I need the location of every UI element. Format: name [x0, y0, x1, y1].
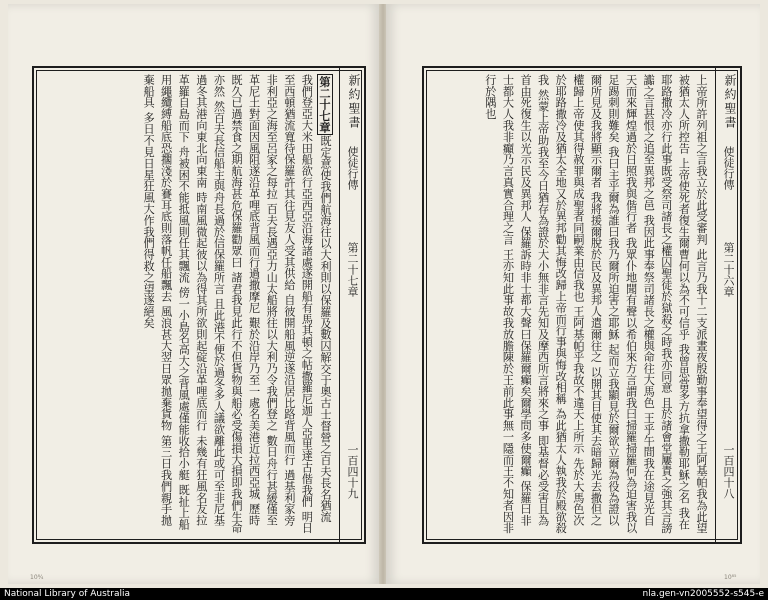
- left-margin-chapter: 第二十七章: [346, 242, 359, 297]
- library-footer-bar: [0, 588, 768, 600]
- right-body-content: 上帝所許列祖之言我立於此受審判 此言乃我十二支派晝夜殷勤事奉望得之王阿基帕我為此望被猶太人所控告 上帝使死者復生爾曹何以為不可信乎 我曾思當多方抗拿撒勒耶穌之名 我在耶路撒冷亦行此事既受祭司諸長之權囚聖徒於獄殺之時我亦同意 且於諸會堂屢責之強其言謗讟之言甚恨之追至異邦之邑 我因此事奉祭司諸長之權與命往大馬色 王乎午間我在途見光自天而來輝煌過於日照我與偕行者 我眾仆地聞有聲以希伯來方言謂我曰掃羅掃羅何為迫害我以足踢刺則難矣 我曰主乎爾為誰曰我乃爾所迫害之耶穌 起而立我顯見於爾欲立爾為役為證以爾所見及我將顯示爾者 我將援爾脫於民及異邦人遣爾往之 以開其目使其去暗歸光去撒但之權歸上帝使其得赦罪與成聖者同嗣業由信我也 王阿基帕乎我故不違天上所示 先於大馬色次於耶路撒冷及猶太全地又於異邦勸其悔改歸上帝而行事與悔改相稱 為此猶太人執我於殿欲殺我 然蒙上帝助我至今日猶存為證於大小無非言先知及摩西所言將來之事 即基督必受害且為首由死復生以光示民及異邦人 保羅訴時非士都大聲曰保羅爾癲矣爾學問多使爾癲 保羅曰非士都大人我非癲乃言真實合理之言 王亦知此事故我放膽陳於王前此事無一隱而王不知者因非行於隅也: [483, 74, 708, 534]
- left-margin-book: 使徒行傳: [346, 146, 359, 190]
- library-name: National Library of Australia: [4, 589, 131, 599]
- right-body-text: [428, 74, 710, 536]
- right-text-frame: [422, 66, 742, 544]
- left-margin-title: 新約聖書: [347, 74, 361, 130]
- item-identifier: nla.gen-vn2005552-s545-e: [642, 589, 764, 599]
- left-margin-page-number: 一百四十九: [346, 444, 359, 499]
- right-folio-mark: 10⁸⁵: [724, 574, 737, 581]
- right-margin-page-number: 一百四十八: [722, 444, 735, 499]
- right-margin-book: 使徒行傳: [722, 146, 735, 190]
- left-text-frame: [32, 66, 366, 544]
- right-margin-title: 新約聖書: [723, 74, 737, 130]
- right-margin-rule: [715, 68, 716, 542]
- right-margin-chapter: 第二十六章: [722, 242, 735, 297]
- left-body-text: [38, 74, 334, 536]
- left-body-content: 既定意使我們航海往以大利則以保羅及數囚解交于奧古士督營之百夫長名猶流 我們登亞大米田船欲行亞西亞沿海諸處遂開船有馬其頓之帖撒羅尼迦人亞里達古偕我們 明日至西頓猶流寬待保羅許其往見友人受其供給 自彼開船風逆遂沿居比路背風而行 過基利家旁非利亞之海至呂家之每拉 百夫長遇亞力山太船將往以大利乃令我們登之 數日舟行甚緩僅至革尼土對面因風阻遂沿革哩底背風而行過撒摩尼 艱於沿岸乃至一處名美港近拉西亞城 歷時既久已過禁食之期航海甚危保羅勸眾曰 諸君我見此行不但貨物與船必受傷損大損即我們生命亦然 然百夫長信船主與舟長過於信保羅所言 且此港不便於過冬多人議欲離此或可至非尼基過冬其港向東北向東南 時南風微起彼以為得其所欲則起碇沿革哩底而行 未幾有狂風名友拉革羅自島而下 舟被困不能抵風則任其飄流 傍一小島名高大之背風處僅能收拾小艇 既扯上船用繩纜縛船底恐擱淺於賽耳底則落帆任船飄去 風浪甚大翌日眾拋棄貨物 第三日我們親手拋棄船具 多日不見日星狂風大作我們得救之望遂絕矣: [142, 74, 332, 534]
- left-margin-rule: [339, 68, 340, 542]
- chapter-heading: 第二十七章: [318, 76, 332, 133]
- left-folio-mark: 10⁸⁄₄: [30, 574, 44, 581]
